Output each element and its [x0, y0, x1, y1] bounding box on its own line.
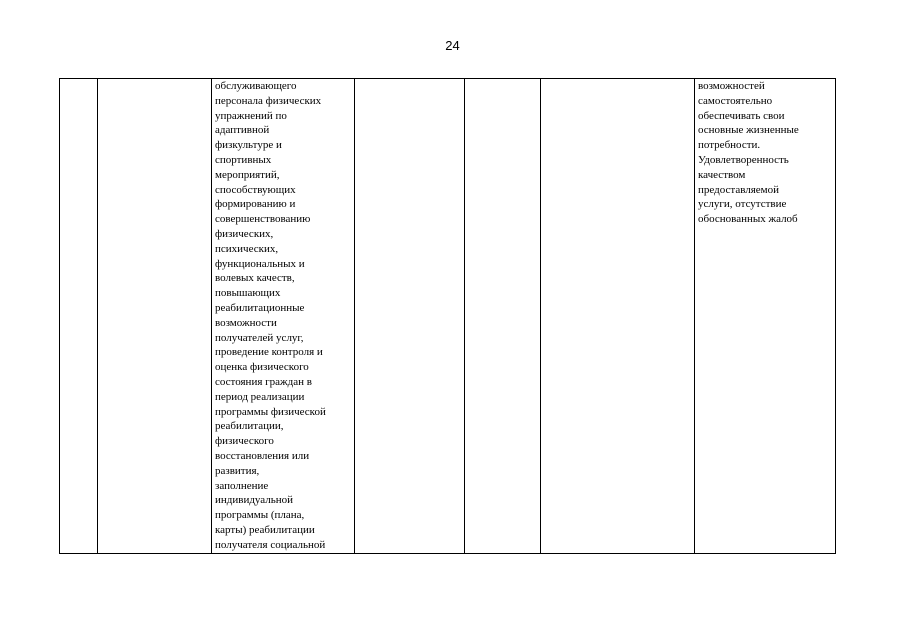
page-number: 24 — [445, 38, 460, 53]
table-cell — [465, 79, 541, 554]
table-row — [60, 79, 836, 554]
table-cell — [541, 79, 695, 554]
table-cell — [98, 79, 212, 554]
table-cell — [60, 79, 98, 554]
document-table — [59, 78, 836, 554]
table-cell — [355, 79, 465, 554]
table-cell — [212, 79, 355, 554]
quality-indicator-text: возможностей самостоятельно обеспечивать свои основные жизненные потребности. Удовлетворенность качеством предоставляемой услуги, отсутствие обоснованных жалоб — [698, 80, 799, 226]
table-cell — [695, 79, 836, 554]
service-description-text: обслуживающего персонала физических упражнений по адаптивной физкультуре и спортивных мероприятий, способствующих формированию и совершенствованию физических, психических, функциональных и волевых качеств, повышающих реабилитационные возможности получателей услуг, проведение контроля и оценка физического состояния граждан в период реализации программы физической реабилитации, физического восстановления или развития, заполнение индивидуальной программы (плана, карты) реабилитации получателя социальной — [215, 80, 326, 551]
